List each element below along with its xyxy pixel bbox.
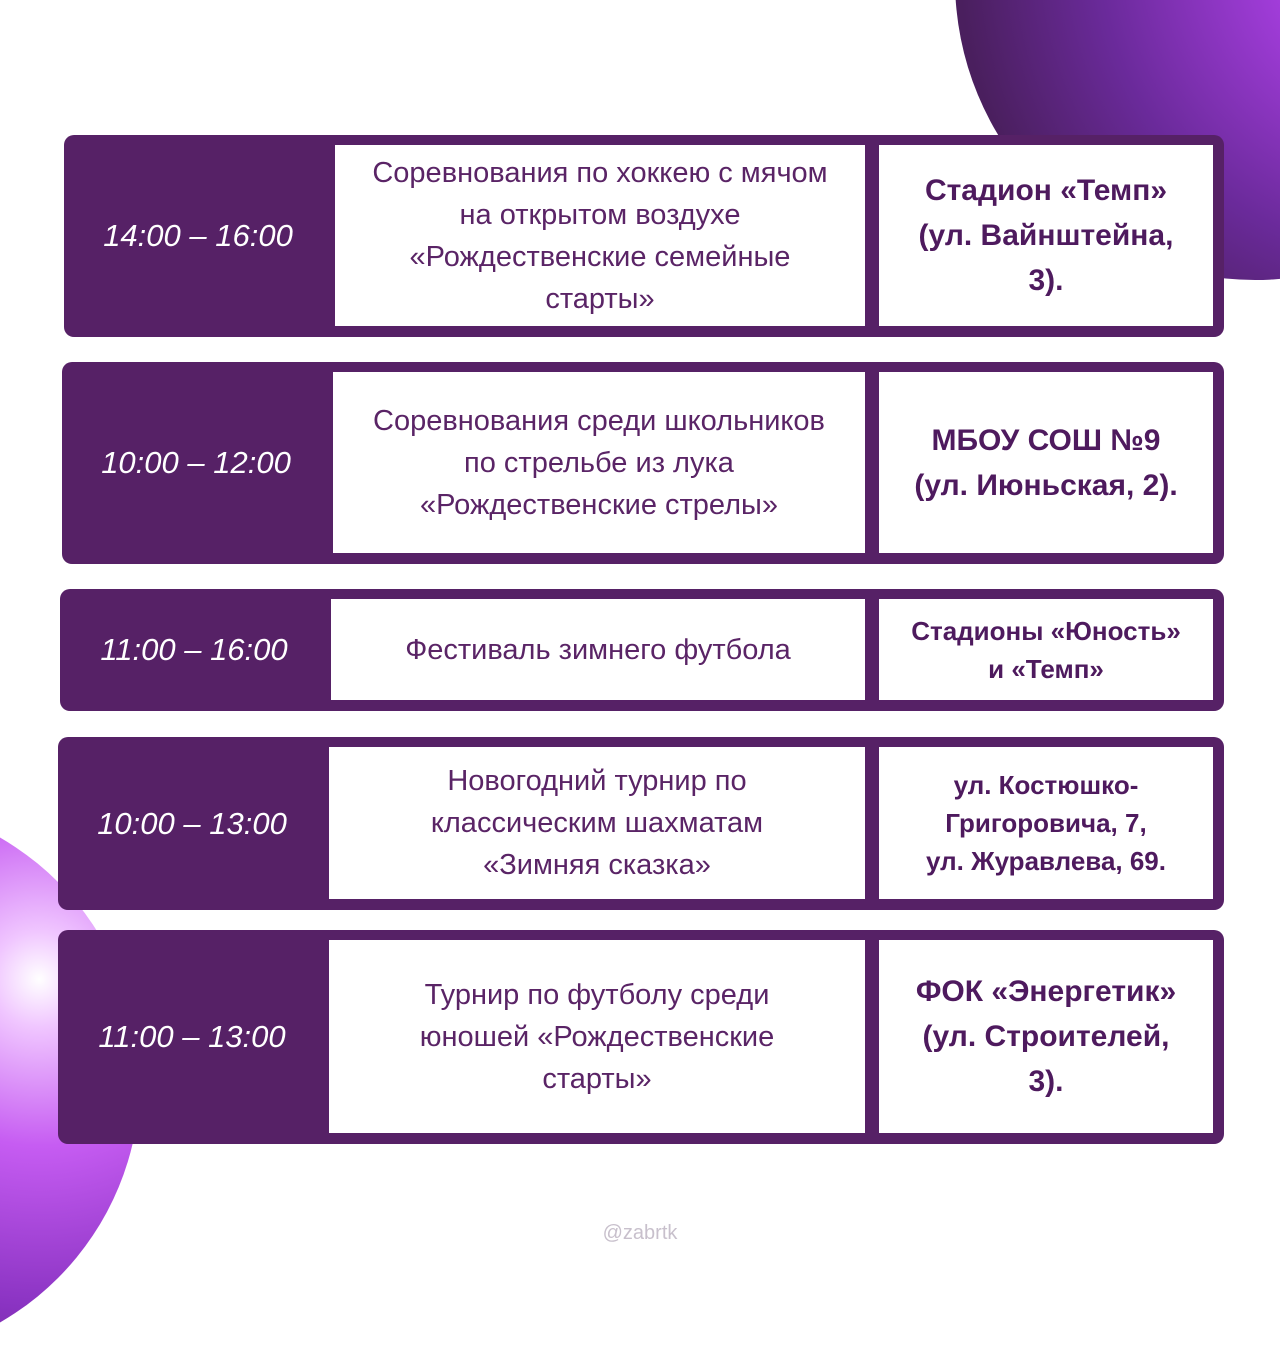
time-cell: 10:00 – 13:00 xyxy=(97,805,287,841)
schedule-row xyxy=(64,135,1224,337)
schedule-row xyxy=(58,737,1224,910)
event-title-cell xyxy=(329,940,865,1133)
venue-cell xyxy=(879,145,1213,326)
time-cell: 11:00 – 13:00 xyxy=(98,1019,286,1054)
time-cell: 14:00 – 16:00 xyxy=(103,218,293,253)
schedule-row xyxy=(62,362,1224,564)
venue-line: ФОК «Энергетик» xyxy=(915,975,1177,1008)
event-title-cell xyxy=(335,145,865,326)
venue-cell xyxy=(879,940,1213,1133)
schedule-row xyxy=(60,589,1224,711)
event-title-line: Соревнования среди школьников xyxy=(373,404,825,437)
event-title-line: Новогодний турнир по xyxy=(447,765,747,797)
event-title-line: «Рождественские стрелы» xyxy=(419,488,778,521)
event-title-cell xyxy=(333,372,865,553)
venue-line: Стадионы «Юность» xyxy=(911,615,1181,646)
time-cell: 11:00 – 16:00 xyxy=(100,632,288,667)
venue-line: (ул. Вайнштейна, xyxy=(918,219,1174,252)
venue-cell xyxy=(879,372,1213,553)
event-title-line: «Рождественские семейные xyxy=(409,240,791,273)
event-title-line: старты» xyxy=(545,282,655,315)
event-title-line: Соревнования по хоккею с мячом xyxy=(372,156,828,189)
event-title-line: Турнир по футболу среди xyxy=(424,978,770,1011)
event-title-line: юношей «Рождественские xyxy=(419,1020,775,1053)
venue-line: Григоровича, 7, xyxy=(945,808,1147,838)
venue-line: 3). xyxy=(1028,1065,1064,1098)
venue-cell xyxy=(879,747,1213,899)
event-title-line: «Зимняя сказка» xyxy=(483,849,711,881)
event-title-line: по стрельбе из лука xyxy=(464,446,734,479)
venue-line: и «Темп» xyxy=(988,653,1104,684)
venue-line: Стадион «Темп» xyxy=(924,174,1168,207)
event-title-line: старты» xyxy=(542,1062,652,1095)
watermark: @zabrtk xyxy=(602,1222,678,1244)
venue-line: ул. Журавлева, 69. xyxy=(925,846,1166,876)
event-title-cell xyxy=(331,599,865,700)
event-title-line: Фестиваль зимнего футбола xyxy=(405,633,791,666)
event-title-line: на открытом воздухе xyxy=(459,198,741,231)
schedule-row xyxy=(58,930,1224,1144)
venue-line: (ул. Июньская, 2). xyxy=(914,468,1178,502)
time-cell: 10:00 – 12:00 xyxy=(101,445,291,480)
event-title-line: классическим шахматам xyxy=(430,807,764,839)
venue-line: (ул. Строителей, xyxy=(922,1020,1170,1053)
venue-cell xyxy=(879,599,1213,700)
venue-line: ул. Костюшко- xyxy=(953,770,1139,800)
venue-line: МБОУ СОШ №9 xyxy=(931,423,1161,457)
venue-line: 3). xyxy=(1028,264,1064,297)
event-title-cell xyxy=(329,747,865,899)
